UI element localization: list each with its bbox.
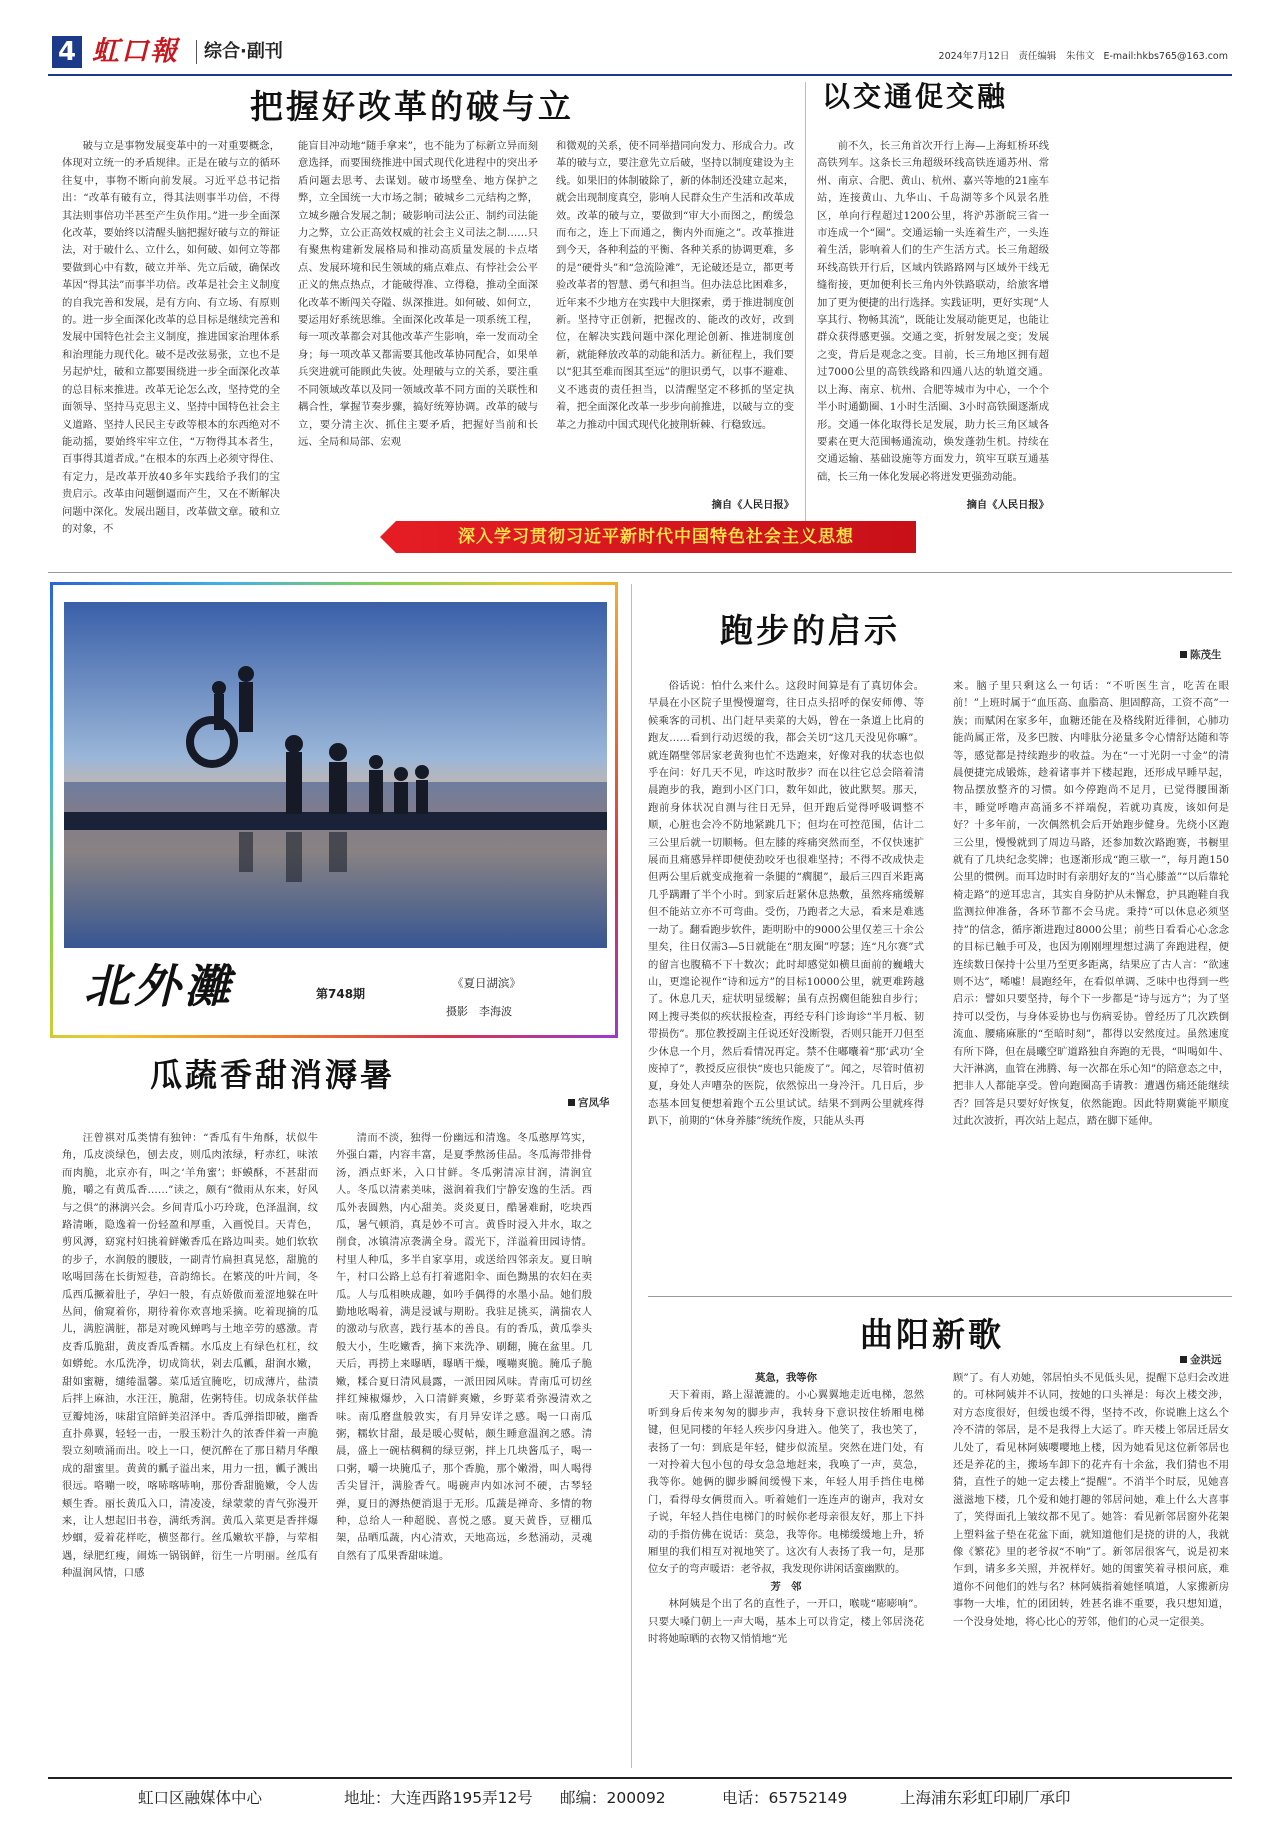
article-melons-col2: 清而不淡，独得一份幽远和清逸。冬瓜憨厚笃实，外强白霜，内容丰富，是夏季熬汤佳品。冬瓜海带排骨汤，酒点虾米，入口甘鲜。冬瓜粥清凉甘润，清润宜人。冬瓜以清素美味，滋润着我们宁静安逸的生活。西瓜外表圆熟，内心甜美。炎炎夏日，酷暑难耐，吃块西瓜，暑气顿消，真是妙不可言。黄昏时浸入井水，取之削食，冰镇清凉袭满全身。霞光下，洋溢着田园诗情。村里人种瓜，多半自家享用，或送给四邻亲友。夏日晌午，村口公路上总有打着遮阳伞、面色黝黑的农妇在卖瓜。人与瓜相映成趣，如吟手偶得的水墨小品。她们殷勤地吆喝着，满是浸诚与期盼。我驻足挑买，满揣农人的激动与欣喜，践行基本的善良。有的香瓜，黄瓜拳头般大小，生吃嫩香，摘下来洗净、刷翻，腌在盆里。几天后，再捞上来曝晒，曝晒干燥，嘎嘣爽脆。腌瓜子脆嫩，糅合夏日清风晨露，一派田园风味。青南瓜可切丝拌红辣椒爆炒，入口清鲜爽嫩，乡野菜肴弥漫清欢之味。南瓜磨盘般敦实，有月异安详之感。喝一口南瓜粥，糯软甘甜，最是暖心熨帖，颇生睡意温润之感。清晨，盛上一碗枯稠稠的绿豆粥，拌上几块酱瓜子，喝一口粥，嚼一块腌瓜子，那个香脆，那个嫩滑，叫人喝得舌尖冒汗，满脸香气。喝碗声内如冰河不硬，古琴轻弹，夏日的溽热便消退于无形。瓜蔬是禅奇、多情的物种，总给人一种超脱、喜悦之感。夏天黄昏，豆棚瓜架，品晒瓜蔬，内心清欢，天地高远，乡愁涌动，灵魂自然有了瓜果香甜味道。 [336, 1132, 592, 1562]
article-running-col1: 俗话说：怕什么来什么。这段时间算是有了真切体会。早晨在小区院子里慢慢遛弯，往日点头招呼的保安师傅、等候乘客的司机、出门赶早卖菜的大妈，曾在一条道上比肩的跑友……看到行动迟缓的我，都会关切“这几天没见你嘛”。就连隔壁邻居家老黄狗也忙不迭跑来，好像对我的状态也似乎在问：好几天不见，咋这时散步？而在以往它总会陪着清晨跑步的我，跑到小区门口，数年如此，彼此默契。那天，跑前身体状况自测与往日无异，但开跑后觉得呼吸调整不顺，心脏也会冷不防地紧跳几下；但均在可控范围，估计二三公里后就一切顺畅。但左膝的疼痛突然而至，不仅快速扩展而且痛感异样即便使劲咬牙也很难坚持；不得不改成快走但两公里后就变成拖着一条腿的“瘸腿”，最后三四百米距离几乎蹒跚了半个小时。到家后赶紧休息热敷，虽然疼痛缓解但不能站立亦不可弯曲。受伤，乃跑者之大忌，看来是难逃一劫了。翻看跑步软件，距明盼中的9000公里仅差三十余公里矣，往日仅需3—5日就能在“朋友圈”哼瑟；连“凡尔赛”式的留言也腹稿不下十数次；此时却感觉如横旦面前的巍峨大山，更遑论视作“诗和远方”的目标10000公里，就更难跨越了。休息几天，症状明显缓解；虽有点拐瘸但能独自步行；网上搜寻类似的疾状报检查，再经专科门诊询诊“半月板、韧带损伤”。那位教授副主任说还好没断裂，否则只能开刀但至少休息一个月，然后看情况再定。禁不住嘟囔着“那‘武功’全废掉了”，教授反应很快“废也只能废了”。闻之，尽管时值初夏，身处人声嘈杂的医院，依然惊出一身冷汗。几日后，步态基本回复便想着跑个五公里试试。结果不到两公里就疼得趴下，前期的“休身养膝”统统作废，只能从头再 [648, 680, 924, 1128]
paper-name-logo: 虹口報 [92, 36, 179, 67]
article-melons-byline: 宫凤华 [568, 1095, 610, 1110]
article-quyang-col1: 莫急，我等你 天下着雨，路上湿漉漉的。小心翼翼地走近电梯，忽然听到身后传来匆匆的脚步声，我转身下意识按住轿厢电梯键，但见同楼的年轻人疾步闪身进入。他笑了，我也笑了，表扬了一句：到底是年轻，健步似流星。突然在进门处，有一对拎着大包小包的母女急急地赶来，我唤了一声，莫急，我等你。她俩的脚步瞬间缓慢下来，年轻人用手挡住电梯门，看得母女俩贯而入。听着她们一连连声的谢声，我对女子说，年轻人挡住电梯门的时候你老母亲很友好，那上下抖动的手指仿佛在说话：莫急，我等你。电梯缓缓地上升，轿厢里的我们相互对视地笑了。这次有人表扬了我一句，是那位女子的弯声暖语：老爷叔，我发现你讲闲话蛮幽默的。 芳 邻 林阿姨是个出了名的直性子，一开口，喉咙“嘭嘭响”。只要大嗓门朝上一声大喝，基本上可以肯定，楼上邻居浇花时将她晾晒的衣物又悄悄地“光 [648, 1372, 924, 1646]
lakeside-photo [64, 602, 607, 948]
article-title-melons: 瓜蔬香甜消溽暑 [150, 1056, 396, 1094]
section-name: 综合·副刊 [204, 41, 283, 62]
footer-org: 虹口区融媒体中心 [138, 1789, 263, 1807]
column-divider [631, 584, 632, 1768]
article-reform-source: 摘自《人民日报》 [650, 496, 794, 511]
subhead-wait: 莫急，我等你 [755, 1372, 817, 1384]
article-title-reform: 把握好改革的破与立 [250, 87, 574, 126]
section-rule [48, 572, 1232, 573]
article-melons-col1: 汪曾祺对瓜类情有独钟：“香瓜有牛角酥，状似牛角，瓜皮淡绿色，刨去皮，则瓜肉浓绿，籽赤红，味浓而肉脆，北京亦有，叫之‘羊角蜜’；虾蟆酥，不甚甜而脆，嚼之有黄瓜香……”读之，颇有“微雨从东来，好风与之俱”的淋漓兴会。乡间青瓜小巧玲珑，色泽温润，纹路清晰，隐逸着一份轻盈和厚重，入画悦目。天青色，剪风溽，窈窕村妇挑着鲜嫩香瓜在路边叫卖。她们软软的步子，水润般的腰肢，一副青竹扁担真晃悠，甜脆的吆喝回荡在长街短巷，音韵绵长。在繁茂的叶片间，冬瓜西瓜撅着肚子，孕妇一般，有点娇傲而羞涩地躲在叶丛间，偷窥着你，期待着你欢喜地采摘。吃着现摘的瓜儿，满腔满脏，都是对晚风蝉鸣与土地辛劳的感激。青皮香瓜脆甜，黄皮香瓜香糯。水瓜皮上有绿色杠杠，纹如蟒蛇。水瓜洗净，切成筒状，剁去瓜瓤，甜润水嫩，甜如蜜糖，缱绻温馨。菜瓜适宜腌吃，切成薄片，盐渍后拌上麻油，水汪汪，脆甜，佐粥特佳。切成条状佯盐豆瓣炖汤，味甜宜陪鲜美沼泽中。香瓜弹指即破，幽香直扑鼻翼，轻轻一击，一股玉粉汁久的浓香伴着一声脆裂立刻喷涌而出。咬上一口，便沉醉在了那日精月华酿成的甜蜜里。黄黄的瓤子溢出来，用力一扭，瓤子溅出很远。咯嘣一咬，喀哧喀哧响，那份香甜脆嫩，令人齿颊生香。丽长黄瓜入口，清凌凌，绿蒙蒙的青气弥漫开来，让人想起旧书卷，满纸秀润。黄瓜入菜更是香拌爆炒蝈，爱着花样吃，横竖都行。丝瓜嫩软平静，与荤相遇，绿肥红瘦，闹炼一锅锅鲜，衍生一片明丽。丝瓜有种温润风情，口感 [62, 1132, 318, 1580]
article-running-byline: 陈茂生 [1180, 647, 1222, 662]
article-running-col2: 来。脑子里只剩这么一句话：“不听医生言，吃苦在眼前！”上班时属于“血压高、血脂高、胆固醇高，工资不高”一族；而赋闲在家多年，血糖还能在及格线附近徘徊，心肺功能尚属正常，及多巴胺、内啡肽分泌量多令心情舒达随和等等，感觉都是持续跑步的收益。为在“一寸光阴一寸金”的清晨便捷完成锻炼，趁着诸事并下楼起跑，还形成早睡早起，物品摆放整齐的习惯。如今停跑尚不足月，已觉得腰围渐丰，睡觉呼噜声高涌多不祥端倪，若就功真废，该如何是好？十多年前，一次偶然机会后开始跑步健身。先绕小区跑三公里，慢慢就到了周边马路，还参加数次路跑赛，书橱里就有了几块纪念奖牌；也逐渐形成“跑三歇一”，每月跑150公里的惯例。而耳边时时有亲朋好友的“当心膝盖”“以后靠轮椅走路”的逆耳忠言，其实自身防护从未懈怠，护具跑鞋自我监测拉伸准备，各环节都不会马虎。秉持“可以休息必须坚持”的信念，循序渐进跑过8000公里；前些日看看心心念念的目标已触手可及，也因为刚刚埋埋想过满了奔跑进程，便连续数日保持十公里乃至更多距离，结果应了古人言：“欲速则不达”，唏嘘！晨跑经年，在看似单调、乏味中也得到一些启示：譬如只要坚持，每个下一步都是“诗与远方”；为了坚持可以受伤，与身体妥协也与伤病妥协。曾经历了几次跌倒流血、腰痛麻胀的“至暗时刻”，都得以安然度过。虽然速度有所下降，但在晨曦空旷道路独自奔跑的无畏，“叫喝如牛、大汗淋漓，血管在沸腾、每一次都在乐心知”的陪意态之中，把非人人都能享受。曾向跑圈高手请教：遭遇伤痛还能继续否？回答是只要好好恢复，依然能跑。因此特期冀能平顺度过此次波折，再次站上起点，踏在脚下延伸。 [953, 680, 1229, 1128]
article-transport-body: 前不久，长三角首次开行上海—上海虹桥环线高铁列车。这条长三角超级环线高铁连通苏州、常州、南京、合肥、黄山、杭州、嘉兴等地的21座车站，连接黄山、九华山、千岛湖等多个风景名胜区，单向行程超过1200公里，将沪苏浙皖三省一市连成一个“圈”。交通运输一头连着生产，一头连着生活，影响着人们的生产生活方式。长三角超级环线高铁开行后，区域内铁路路网与区域外干线无缝衔接，更加便利长三角内外铁路联动，给旅客增加了更为便捷的出行选择。实践证明，更好实现“人享其行、物畅其流”，既能让发展动能更足，也能让群众获得感更强。交通之变，折射发展之变；发展之变，背后是观念之变。目前，长三角地区拥有超过7000公里的高铁线路和四通八达的轨道交通。以上海、南京、杭州、合肥等城市为中心，一个个半小时通勤圈、1小时生活圈、3小时高铁圈逐渐成形。交通一体化取得长足发展，助力长三角区域各要素在更大范围畅通流动，焕发蓬勃生机。持续在交通运输、基础设施等方面发力，筑牢互联互通基础，长三角一体化发展必将迸发更强劲动能。 [817, 140, 1049, 483]
editor: 责任编辑 朱伟文 [1018, 51, 1095, 62]
photo-title: 《夏日湖滨》 [452, 976, 521, 990]
header-rule [48, 74, 1232, 76]
article-reform-col2: 能盲目冲动地“随手拿来”，也不能为了标新立异而刻意选择，而要围绕推进中国式现代化进程中的突出矛盾问题去思考、去谋划。破市场壁垒、地方保护之弊，立全国统一大市场之制；破城乡二元结构之弊，立城乡融合发展之制；破影响司法公正、制约司法能力之弊，立公正高效权威的社会主义司法之制……只有聚焦构建新发展格局和推动高质量发展的卡点堵点、发展环境和民生领域的痛点难点、有悖社会公平正义的焦点热点，才能破得准、立得稳，推动全面深化改革不断闯关夺隘、纵深推进。如何破、如何立，要运用好系统思维。全面深化改革是一项系统工程，每一项改革都会对其他改革产生影响，牵一发而动全身；每一项改革又都需要其他改革协同配合，如果单兵突进就可能顾此失彼。处理破与立的关系，要注重不同领域改革以及同一领域改革不同方面的关联性和耦合性，掌握节奏步骤，搞好统筹协调。改革的破与立，要分清主次、抓住主要矛盾，把握好当前和长远、全局和局部、宏观 [298, 140, 538, 448]
subhead-neighbor: 芳 邻 [770, 1580, 802, 1593]
article-title-transport: 以交通促交融 [822, 80, 1009, 113]
footer-printer: 上海浦东彩虹印刷厂承印 [900, 1789, 1071, 1807]
footer-phone: 电话：65752149 [722, 1789, 848, 1807]
article-quyang-col2: 顾”了。有人劝她，邻居怕头不见低头见，提醒下总归会改进的。可林阿姨并不认同，按她的口头禅是：每次上楼交涉，对方态度很好，但缓也缓不得，坚持不改，你说瞧上这么个冷不清的邻居，是不是我得上大运了。昨天楼上邻居迁居女儿处了，看见林阿姨嘤嘤地上楼，因为她看见这位新邻居也还是养花的主，搬场车卸下的花卉有十余盆，我们猜也不用猜，直性子的她一定去楼上“提醒”。不消半个时辰，见她喜滋滋地下楼，几个爱和她打趣的邻居问她，难上什么大喜事了，笑得面孔上皱纹都不见了。她答：看见新邻居窗外花架上塑料盆子垫在花盆下面，就知道他们是挠的讲的人，我就像《繁花》里的老爷叔“不响”了。新邻居很客气，说是初来乍到，请多多关照，并祝样好。她的闺蜜笑着寻根问底，难道你不问他们的姓与名？林阿姨指着她怪嗔道，人家搬新房事物一大堆，忙的团团转，姓甚名谁不重要，我只想知道，一个没身处地，将心比心的芳邻，他们的心灵一定很美。 [953, 1372, 1229, 1628]
article-title-quyang: 曲阳新歌 [860, 1315, 1004, 1354]
footer-rule [48, 1777, 1232, 1779]
section-divider [196, 40, 197, 64]
article-transport-source: 摘自《人民日报》 [905, 496, 1049, 511]
photo-credit: 摄影 李海波 [446, 1005, 512, 1018]
column-logo: 北外灘 [84, 959, 234, 1013]
issue-number: 第748期 [316, 987, 366, 1001]
email[interactable]: E-mail:hkbs765@163.com [1103, 51, 1228, 62]
page-number: 4 [52, 36, 82, 68]
article-title-running: 跑步的启示 [720, 611, 900, 650]
issue-date: 2024年7月12日 [938, 51, 1010, 62]
theme-banner: 深入学习贯彻习近平新时代中国特色社会主义思想 [396, 521, 916, 553]
masthead [48, 34, 1232, 74]
footer [48, 1786, 1232, 1812]
column-divider [805, 82, 806, 552]
section-rule [648, 1296, 1232, 1297]
footer-postcode: 邮编：200092 [560, 1789, 666, 1807]
header-meta [939, 48, 1228, 62]
banner-arrow [380, 521, 396, 553]
article-reform-col3: 和微观的关系，使不同举措同向发力、形成合力。改革的破与立，要注意先立后破，坚持以制度建设为主线。如果旧的体制破除了，新的体制还没建立起来，就会出现制度真空，影响人民群众生产生活和改革成效。改革的破与立，要做到“审大小而图之，酌缓急而布之，连上下而通之，衡内外而施之”。改革推进到今天，各种利益的平衡、各种关系的协调更难，多的是“硬骨头”和“急流险滩”，无论破还是立，都更考验改革者的智慧、勇气和担当。但办法总比困难多，近年来不少地方在实践中大胆探索，勇于推进制度创新。坚持守正创新，把握改的、能改的改好，改到位，在解决实践问题中深化理论创新、推进制度创新，就能释放改革的动能和活力。新征程上，我们要以“犯其至难而图其至远”的胆识勇气，以事不避难、义不逃责的责任担当，以清醒坚定不移抓的坚定执着，把全面深化改革一步步向前推进，以破与立的变革之力推动中国式现代化披荆斩棘、行稳致远。 [556, 140, 794, 431]
article-quyang-byline: 金洪远 [1180, 1352, 1222, 1367]
footer-address: 地址：大连西路195弄12号 [344, 1789, 533, 1807]
article-reform-col1: 破与立是事物发展变革中的一对重要概念，体现对立统一的矛盾规律。正是在破与立的循环往复中，事物不断向前发展。习近平总书记指出：“改革有破有立，得其法则事半功倍，不得其法则事倍功半甚至产生负作用。”进一步全面深化改革，要始终以清醒头脑把握好破与立的辩证法，对于破什么、立什么，如何破、如何立等都要做到心中有数，破立并举、先立后破，确保改革因“得其法”而事半功倍。改革是社会主义制度的自我完善和发展，是有方向、有立场、有原则的。进一步全面深化改革的总目标是继续完善和发展中国特色社会主义制度，推进国家治理体系和治理能力现代化。破不是改弦易张，立也不是另起炉灶，破和立都要围绕进一步全面深化改革的总目标来推进。改革无论怎么改，坚持党的全面领导、坚持马克思主义、坚持中国特色社会主义道路、坚持人民民主专政等根本的东西绝对不能动摇，要始终牢牢立住，“万物得其本者生，百事得其道者成。”在根本的东西上必须守得住、有定力，是改革开放40多年实践给予我们的宝贵启示。改革由问题倒逼而产生，又在不断解决问题中深化。发展出题目，改革做文章。破和立的对象，不 [62, 140, 280, 535]
